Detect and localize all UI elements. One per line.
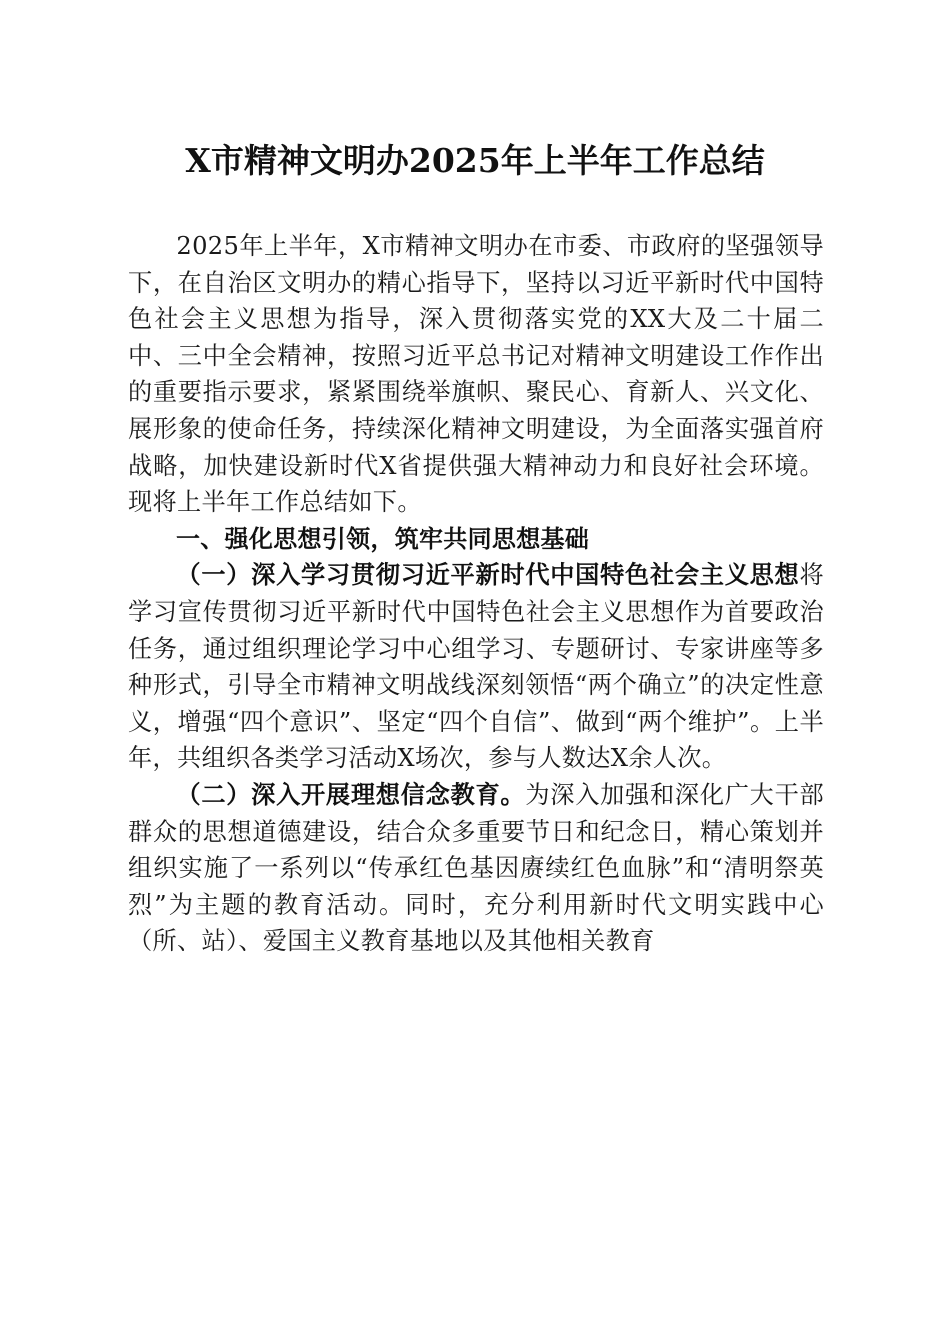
section-heading-1: 一、强化思想引领，筑牢共同思想基础 <box>176 524 590 553</box>
document-title: X市精神文明办2025年上半年工作总结 <box>185 141 765 180</box>
item-heading-2: （二）深入开展理想信念教育。 <box>176 779 526 809</box>
item-paragraph-2 <box>128 777 824 960</box>
item-text-2: 为深入加强和深化广大干部群众的思想道德建设，结合众多重要节日和纪念日，精心策划并组织实施了一系列以“传承红色基因赓续红色血脉”和“清明祭英烈”为主题的教育活动。同时，充分利用新时代文明实践中心（所、站）、爱国主义教育基地以及其他相关教育 <box>128 780 824 956</box>
intro-paragraph: 2025年上半年，X市精神文明办在市委、市政府的坚强领导下，在自治区文明办的精心指导下，坚持以习近平新时代中国特色社会主义思想为指导，深入贯彻落实党的XX大及二十届二中、三中全会精神，按照习近平总书记对精神文明建设工作作出的重要指示要求，紧紧围绕举旗帜、聚民心、育新人、兴文化、展形象的使命任务，持续深化精神文明建设，为全面落实强首府战略，加快建设新时代X省提供强大精神动力和良好社会环境。现将上半年工作总结如下。 <box>128 232 824 517</box>
item-paragraph-1 <box>128 557 824 777</box>
item-text-1: 将学习宣传贯彻习近平新时代中国特色社会主义思想作为首要政治任务，通过组织理论学习中心组学习、专题研讨、专家讲座等多种形式，引导全市精神文明战线深刻领悟“两个确立”的决定性意义，增强“四个意识”、坚定“四个自信”、做到“两个维护”。上半年，共组织各类学习活动X场次，参与人数达X余人次。 <box>128 561 824 773</box>
item-heading-1: （一）深入学习贯彻习近平新时代中国特色社会主义思想 <box>176 560 800 590</box>
document-body <box>128 228 824 960</box>
